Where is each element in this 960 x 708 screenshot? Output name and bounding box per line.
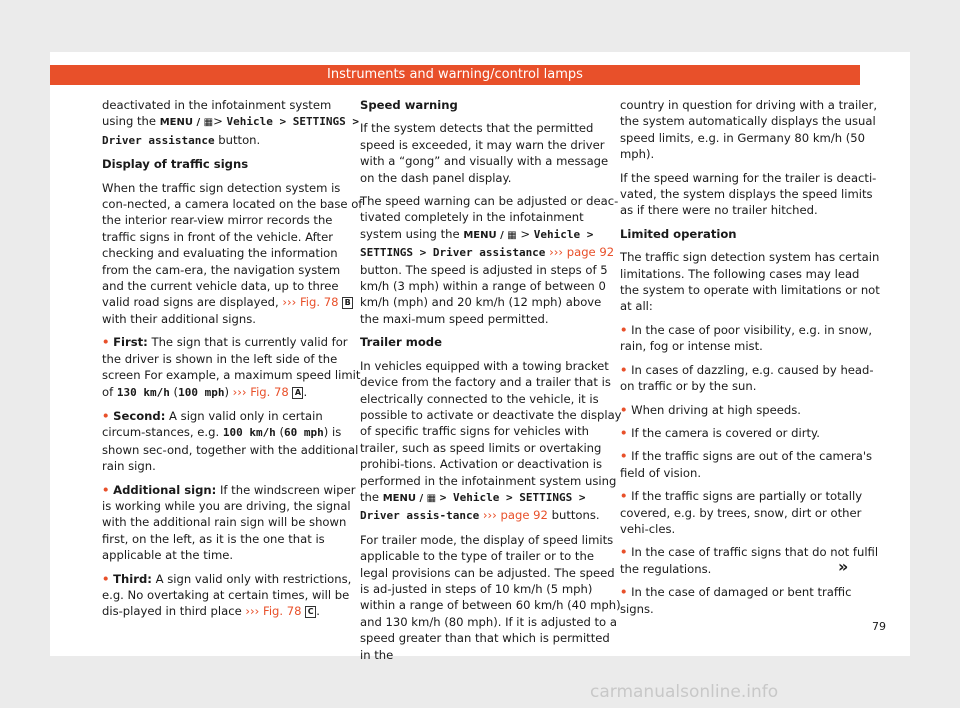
list-item: • Third: A sign valid only with restrictions, e.g. No overtaking at certain times, will be dis-played in third place ››› Fig. 78 C . xyxy=(102,571,352,619)
list-item: • In the case of poor visibility, e.g. in snow, rain, fog or intense mist. xyxy=(620,322,873,354)
paragraph: When the traffic sign detection system is con-nected, a camera located on the base of the interior rear-view mirror records the traffic signs in front of the vehicle. After checking and evaluating the information from the cam-era, the navigation system and the current vehicle data, up to three valid road signs are displayed, ››› Fig. 78 B with their additional signs. xyxy=(102,180,363,326)
paragraph: country in question for driving with a trailer, the system automatically displays the usual speed limits, e.g. in Germany 80 km/h (50 mph). xyxy=(620,98,878,162)
list-item: • In the case of traffic signs that do not fulfil the regulations. xyxy=(620,545,879,576)
page-number: 79 xyxy=(872,620,886,633)
list-item: • If the camera is covered or dirty. xyxy=(620,425,820,440)
menu-icon: MENU / ▦ xyxy=(159,117,214,129)
bullet-icon: • xyxy=(620,425,628,440)
paragraph: The speed warning can be adjusted or deac-tivated completely in the infotainment system using the MENU / ▦ > Vehicle > SETTINGS > Driver assistance ››› page 92 button. The speed is adjusted in steps of 5 km/h (3 mph) within a range of between 0 km/h (mph) and 20 km/h (12 mph) above the maxi-mum speed permitted. xyxy=(360,194,619,326)
section-heading: Limited operation xyxy=(620,226,737,241)
page-header: Instruments and warning/control lamps xyxy=(50,65,860,85)
page-reference[interactable]: ››› page 92 xyxy=(549,245,615,260)
bullet-icon: • xyxy=(102,335,110,350)
figure-marker-b: B xyxy=(342,297,353,309)
figure-marker-c: C xyxy=(305,606,316,618)
column-2 xyxy=(360,97,622,670)
list-item: • If the traffic signs are out of the camera's field of vision. xyxy=(620,449,873,480)
list-item: • When driving at high speeds. xyxy=(620,402,801,417)
menu-path: Vehicle > SETTINGS > Driver assistance xyxy=(360,227,594,260)
section-heading: Display of traffic signs xyxy=(102,157,249,172)
section-heading: Trailer mode xyxy=(360,335,442,350)
list-item: • Second: A sign valid only in certain circum-stances, e.g. 100 km/h (60 mph) is shown sec-ond, together with the additional rain sign. xyxy=(102,408,359,474)
menu-path: > Vehicle > SETTINGS > Driver assis-tance xyxy=(360,490,586,523)
list-item: • First: The sign that is currently valid for the driver is shown in the left side of the screen For example, a maximum speed limit of 130 km/h (100 mph) ››› Fig. 78 A . xyxy=(102,335,361,399)
list-item: • Additional sign: If the windscreen wiper is working while you are driving, the signal with the additional rain sign will be shown first, on the left, as it is the one that is applicable at the time. xyxy=(102,482,356,563)
bullet-icon: • xyxy=(102,571,110,586)
menu-path: Vehicle > SETTINGS > Driver assistance xyxy=(102,115,359,147)
figure-marker-a: A xyxy=(292,387,303,399)
paragraph: If the speed warning for the trailer is deacti-vated, the system displays the speed limits as if there were no trailer hitched. xyxy=(620,170,877,218)
continue-icon: » xyxy=(838,557,849,576)
paragraph: If the system detects that the permitted speed is exceeded, it may warn the driver with a “gong” and visually with a message on the dash panel display. xyxy=(360,121,609,185)
paragraph: In vehicles equipped with a towing bracket device from the factory and a trailer that is electrically connected to the vehicle, it is possible to activate or deactivate the display of specific traffic signs for vehicles with trailer, such as speed limits or overtaking prohibi-tions. Activation or deactivation is performed in the infotainment system using the MENU / ▦ > Vehicle > SETTINGS > Driver assis-tance ››› page 92 buttons. xyxy=(360,358,622,523)
bullet-icon: • xyxy=(620,585,628,600)
page-reference[interactable]: ››› page 92 xyxy=(482,508,548,523)
figure-reference[interactable]: ››› Fig. 78 xyxy=(245,604,302,619)
figure-reference[interactable]: ››› Fig. 78 xyxy=(232,384,289,399)
list-item: • In cases of dazzling, e.g. caused by head-on traffic or by the sun. xyxy=(620,362,874,394)
bullet-icon: • xyxy=(620,489,628,504)
menu-icon: MENU / ▦ xyxy=(463,229,517,241)
watermark: carmanualsonline.info xyxy=(590,682,779,702)
bullet-icon: • xyxy=(102,408,110,423)
paragraph: deactivated in the infotainment system using the MENU / ▦> Vehicle > SETTINGS > Driver assistance button. xyxy=(102,98,359,147)
menu-icon: MENU / ▦ xyxy=(382,492,437,504)
column-3 xyxy=(620,97,882,624)
bullet-icon: • xyxy=(102,482,110,497)
figure-reference[interactable]: ››› Fig. 78 xyxy=(282,295,339,310)
bullet-icon: • xyxy=(620,322,628,337)
bullet-icon: • xyxy=(620,362,628,377)
list-item: • If the traffic signs are partially or totally covered, e.g. by trees, snow, dirt or other vehi-cles. xyxy=(620,489,863,536)
bullet-icon: • xyxy=(620,402,628,417)
bullet-icon: • xyxy=(620,449,628,464)
section-heading: Speed warning xyxy=(360,98,458,112)
bullet-icon: • xyxy=(620,545,628,560)
paragraph: The traffic sign detection system has certain limitations. The following cases may lead the system to operate with limitations or not at all: xyxy=(620,250,880,314)
column-1 xyxy=(102,97,364,627)
paragraph: For trailer mode, the display of speed limits applicable to the type of trailer or to the legal provisions can be adjusted. The speed is ad-justed in steps of 10 km/h (5 mph) within a range of between 60 km/h (40 mph) and 130 km/h (80 mph). If it is adjusted to a speed greater than that which is permitted in the xyxy=(360,532,621,662)
list-item: • In the case of damaged or bent traffic signs. xyxy=(620,585,852,616)
